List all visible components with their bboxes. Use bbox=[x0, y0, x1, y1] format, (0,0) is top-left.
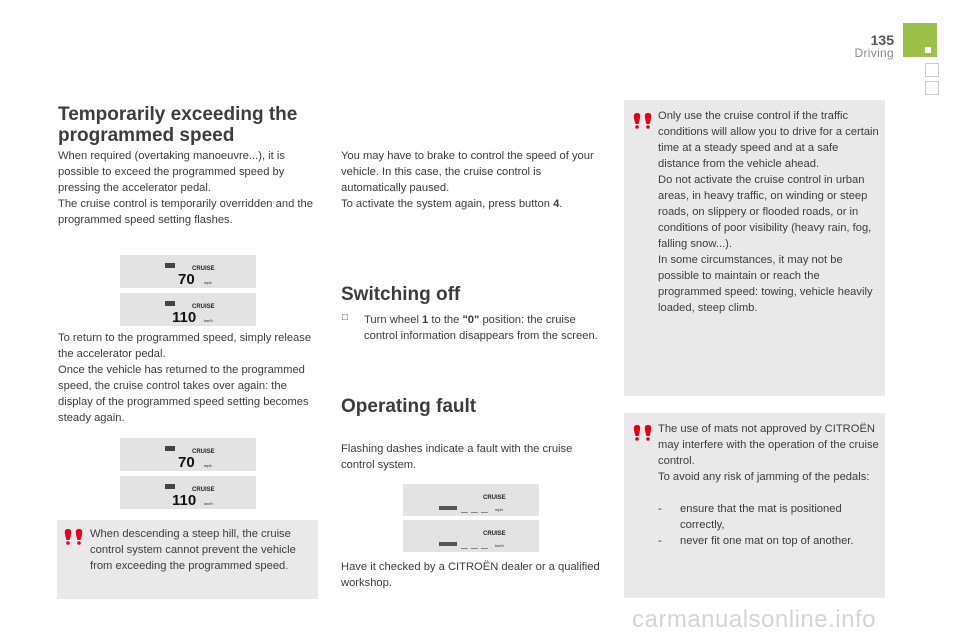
warning-text-hill: When descending a steep hill, the cruise control system cannot prevent the vehicle from exceeding the programmed speed. bbox=[90, 528, 296, 572]
warning-icon bbox=[63, 528, 85, 546]
speed-unit: km/h bbox=[204, 501, 213, 506]
heading-switching-off: Switching off bbox=[341, 284, 461, 305]
mats-list bbox=[658, 501, 880, 549]
fault-check-text: Have it checked by a CITROËN dealer or a qualified workshop. bbox=[341, 561, 600, 589]
cruise-display-fault-mph bbox=[403, 484, 539, 516]
cruise-label: CRUISE bbox=[192, 304, 215, 310]
heading-temporarily-exceeding: Temporarily exceeding the programmed speed bbox=[58, 104, 298, 146]
paragraph-exceed: When required (overtaking manoeuvre...), it is possible to exceed the programmed speed by pressing the accelerator pedal. The cruise control is temporarily overridden and the programmed speed setting flashes. bbox=[58, 150, 313, 226]
list-item: - never fit one mat on top of another. bbox=[658, 535, 854, 547]
list-item: - ensure that the mat is positioned correctly, bbox=[658, 503, 842, 531]
page-number: 135 bbox=[870, 32, 894, 48]
speed-unit: km/h bbox=[204, 318, 213, 323]
cruise-display-kmh bbox=[120, 476, 256, 509]
cruise-label: CRUISE bbox=[192, 449, 215, 455]
chapter-tab bbox=[903, 23, 937, 57]
speed-value: 70 bbox=[178, 271, 195, 288]
warning-box-mats bbox=[624, 413, 885, 598]
warning-box-hill bbox=[57, 520, 318, 599]
button-number: 4 bbox=[553, 198, 560, 210]
paragraph-brake: You may have to brake to control the speed of your vehicle. In this case, the cruise control is automatically paused. To activate the system again, press button 4. bbox=[341, 150, 594, 210]
cruise-label: CRUISE bbox=[483, 531, 506, 537]
display-group-1 bbox=[120, 255, 256, 326]
tab-outline-icon bbox=[925, 63, 939, 77]
display-group-2 bbox=[120, 438, 256, 509]
warning-box-traffic bbox=[624, 100, 885, 396]
fault-display-group bbox=[403, 484, 539, 552]
warning-icon bbox=[632, 424, 654, 442]
fault-dashes: _ _ _ bbox=[461, 536, 488, 550]
speed-value: 70 bbox=[178, 454, 195, 471]
switching-off-text: Turn wheel 1 to the "0" position: the cruise control information disappears from the screen. bbox=[364, 314, 598, 342]
speed-value: 110 bbox=[172, 309, 197, 326]
speed-unit: km/h bbox=[495, 543, 504, 548]
cruise-display-mph bbox=[120, 255, 256, 288]
cruise-label: CRUISE bbox=[483, 495, 506, 501]
cruise-label: CRUISE bbox=[192, 487, 215, 493]
speed-value: 110 bbox=[172, 492, 197, 509]
section-title: Driving bbox=[854, 46, 894, 60]
cruise-label: CRUISE bbox=[192, 266, 215, 272]
speed-unit: mph bbox=[204, 463, 212, 468]
heading-operating-fault: Operating fault bbox=[341, 396, 477, 417]
cruise-display-fault-kmh bbox=[403, 520, 539, 552]
speed-unit: mph bbox=[204, 280, 212, 285]
fault-dashes: _ _ _ bbox=[461, 500, 488, 514]
cruise-display-kmh bbox=[120, 293, 256, 326]
fault-text: Flashing dashes indicate a fault with the cruise control system. bbox=[341, 443, 573, 471]
speed-unit: mph bbox=[495, 507, 503, 512]
warning-icon bbox=[632, 112, 654, 130]
bullet-switching-off bbox=[342, 312, 604, 344]
tab-outline-icon bbox=[925, 81, 939, 95]
warning-text-mats: The use of mats not approved by CITROËN may interfere with the operation of the cruise control. To avoid any risk of jamming of the pedals: bbox=[658, 423, 879, 483]
watermark: carmanualsonline.info bbox=[632, 606, 876, 633]
paragraph-return: To return to the programmed speed, simply release the accelerator pedal. Once the vehicle has returned to the programmed speed, the cruise control takes over again: the display of the programmed speed setting becomes steady again. bbox=[58, 332, 312, 424]
cruise-display-mph bbox=[120, 438, 256, 471]
checkbox-bullet-icon: □ bbox=[342, 312, 349, 323]
warning-text-traffic: Only use the cruise control if the traffic conditions will allow you to drive for a certain time at a steady speed and at a safe distance from the vehicle ahead. Do not activate the cruise control in urban areas, in heavy traffic, on winding or steep roads, on slippery or flooded roads, or in conditions of poor visibility (heavy rain, fog, falling snow...). In some circumstances, it may not be possible to maintain or reach the programmed speed: towing, vehicle heavily loaded, steep climb. bbox=[658, 110, 879, 314]
